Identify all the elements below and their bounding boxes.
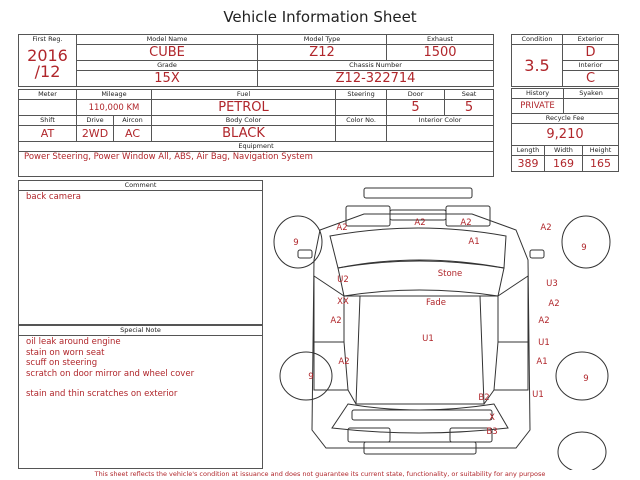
length-value: 389	[512, 156, 545, 172]
special-note-line: scratch on door mirror and wheel cover	[26, 368, 195, 379]
mark-xx-left-front-door: XX	[337, 297, 349, 307]
interior-color-label: Interior Color	[387, 116, 494, 126]
model-name-value: CUBE	[77, 45, 258, 61]
history-table	[511, 88, 619, 172]
equipment-label: Equipment	[19, 142, 494, 152]
steering-value	[336, 100, 387, 116]
interior-label: Interior	[563, 61, 619, 71]
model-type-label: Model Type	[258, 35, 387, 45]
special-note-line: oil leak around engine	[26, 337, 121, 347]
fuel-label: Fuel	[152, 90, 336, 100]
mark-a2-right-front-door: A2	[548, 299, 560, 309]
exhaust-label: Exhaust	[387, 35, 494, 45]
interior-value: C	[563, 71, 619, 87]
history-label: History	[512, 89, 564, 99]
height-label: Height	[583, 146, 619, 156]
special-note-label: Special Note	[19, 326, 262, 336]
mark-9-front-right-wheel: 9	[581, 243, 587, 253]
seat-label: Seat	[445, 90, 494, 100]
mark-a2-front-bumper-right: A2	[460, 218, 472, 228]
exhaust-value: 1500	[387, 45, 494, 61]
mark-a2-left-rear-door: A2	[330, 316, 342, 326]
body-color-label: Body Color	[152, 116, 336, 126]
first-reg-cell	[19, 35, 77, 87]
grade-label: Grade	[77, 61, 258, 71]
equipment-value: Power Steering, Power Window All, ABS, Air Bag, Navigation System	[19, 152, 494, 177]
condition-table	[511, 34, 619, 87]
syaken-value	[564, 99, 619, 114]
mark-9-rear-left-wheel: 9	[308, 372, 314, 382]
history-value: PRIVATE	[512, 99, 564, 114]
mark-b3-rear-bumper: B3	[486, 427, 498, 437]
special-note-line: scuff on steering	[26, 358, 98, 368]
meter-label: Meter	[19, 90, 77, 100]
recycle-fee-label: Recycle Fee	[512, 114, 619, 124]
exterior-label: Exterior	[563, 35, 619, 45]
model-type-value: Z12	[258, 45, 387, 61]
special-note-line	[19, 379, 262, 389]
recycle-fee-value: 9,210	[512, 124, 619, 146]
length-label: Length	[512, 146, 545, 156]
shift-value: AT	[19, 126, 77, 142]
mark-x-rear-bumper: X	[489, 413, 495, 423]
mark-9-front-left-wheel: 9	[293, 238, 299, 248]
interior-color-value	[387, 126, 494, 142]
grade-value: 15X	[77, 71, 258, 87]
shift-label: Shift	[19, 116, 77, 126]
mark-u1-rear-right-corner: U1	[532, 390, 544, 400]
mark-stone-windshield: Stone	[437, 269, 463, 279]
mark-a2-front-left-corner: A2	[336, 223, 348, 233]
seat-value: 5	[445, 100, 494, 116]
aircon-value: AC	[114, 126, 152, 142]
exterior-value: D	[563, 45, 619, 61]
mark-a2-left-quarter: A2	[338, 357, 350, 367]
mark-a1-hood: A1	[468, 237, 480, 247]
mileage-value: 110,000 KM	[77, 100, 152, 116]
chassis-value: Z12-322714	[258, 71, 494, 87]
width-value: 169	[545, 156, 583, 172]
first-reg-year: 2016	[27, 46, 68, 65]
comment-line: back camera	[26, 192, 81, 202]
model-name-label: Model Name	[77, 35, 258, 45]
aircon-label: Aircon	[114, 116, 152, 126]
mileage-label: Mileage	[77, 90, 152, 100]
meter-value	[19, 100, 77, 116]
page-title: Vehicle Information Sheet	[223, 8, 417, 26]
mark-u2-left-fender: U2	[337, 275, 349, 285]
color-no-label: Color No.	[336, 116, 387, 126]
door-value: 5	[387, 100, 445, 116]
first-reg-month: /12	[34, 62, 61, 81]
mark-b2-rear: B2	[478, 393, 490, 403]
mark-u1-right-rear-door: U1	[538, 338, 550, 348]
special-note-box	[18, 325, 263, 469]
drive-value: 2WD	[77, 126, 114, 142]
mark-a1-right-quarter: A1	[536, 357, 548, 367]
mark-fade-roof: Fade	[426, 298, 446, 308]
height-value: 165	[583, 156, 619, 172]
syaken-label: Syaken	[564, 89, 619, 99]
mark-a2-right-rear-door: A2	[538, 316, 550, 326]
mark-a2-front-right-corner: A2	[540, 223, 552, 233]
mark-u1-roof: U1	[422, 334, 434, 344]
comment-box	[18, 180, 263, 325]
width-label: Width	[545, 146, 583, 156]
vehicle-info-table	[18, 34, 494, 177]
drive-label: Drive	[77, 116, 114, 126]
condition-label: Condition	[512, 35, 563, 45]
chassis-label: Chassis Number	[258, 61, 494, 71]
mark-u3-right-fender: U3	[546, 279, 558, 289]
body-color-value: BLACK	[152, 126, 336, 142]
car-damage-diagram	[268, 180, 626, 470]
door-label: Door	[387, 90, 445, 100]
steering-label: Steering	[336, 90, 387, 100]
disclaimer-footer: This sheet reflects the vehicle's condition at issuance and does not guarantee its current state, functionality, or suitability for any purpose	[94, 470, 546, 478]
mark-9-rear-right-wheel: 9	[583, 374, 589, 384]
special-note-line: stain and thin scratches on exterior	[26, 389, 178, 399]
color-no-value	[336, 126, 387, 142]
comment-label: Comment	[19, 181, 262, 191]
first-reg-label: First Reg.	[32, 35, 63, 43]
condition-value: 3.5	[512, 45, 563, 87]
special-note-line: stain on worn seat	[26, 347, 105, 358]
fuel-value: PETROL	[152, 100, 336, 116]
mark-a2-front-bumper: A2	[414, 218, 426, 228]
